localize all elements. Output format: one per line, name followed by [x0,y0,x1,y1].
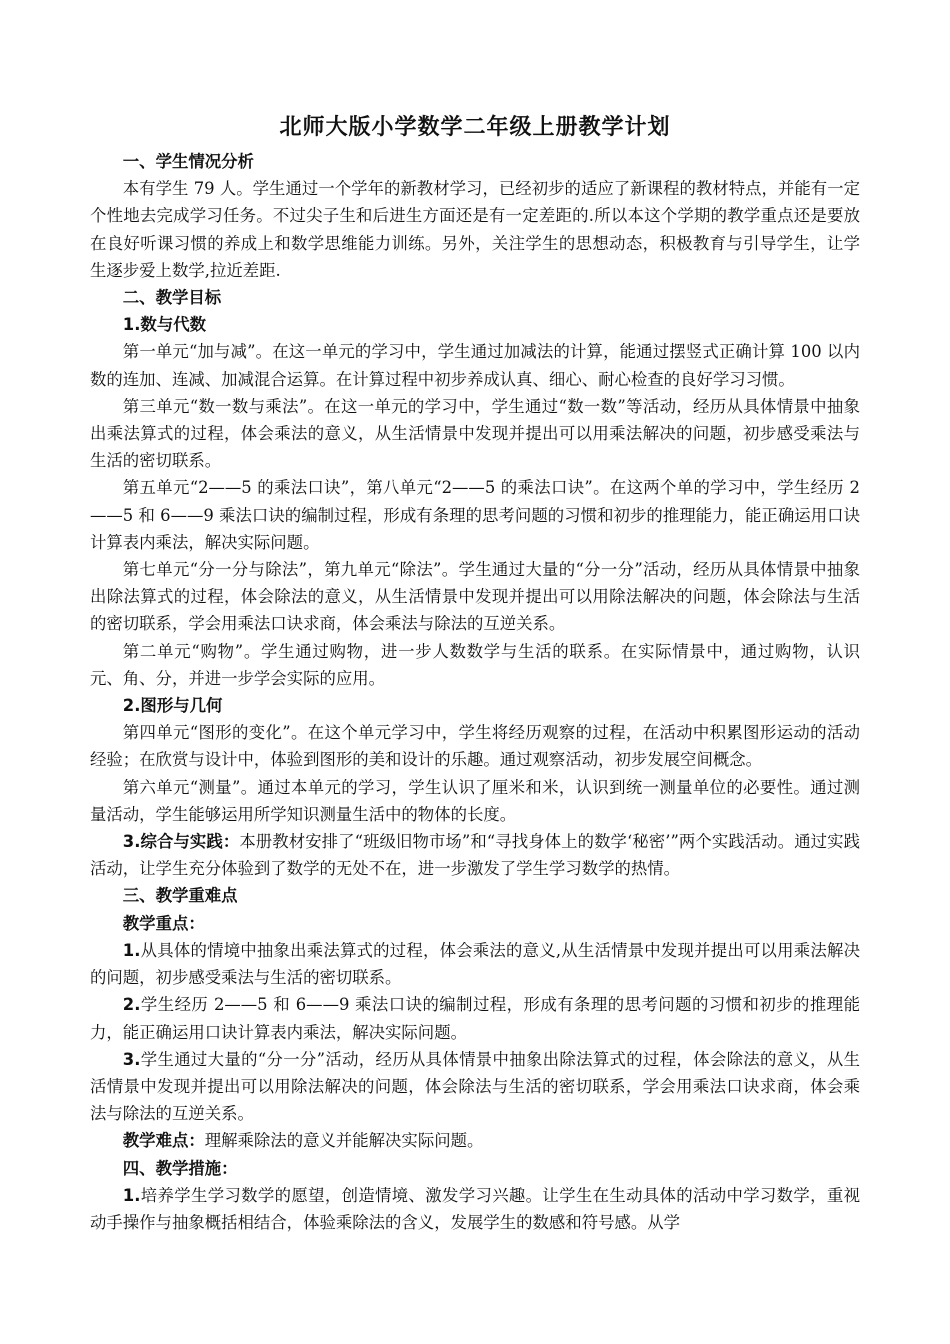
item-number: 1. [122,1185,141,1205]
measure-item [90,1182,860,1236]
paragraph-practice [90,828,860,882]
paragraph: 第四单元“图形的变化”。在这个单元学习中，学生将经历观察的过程，在活动中积累图形运动的活动经验；在欣赏与设计中，体验到图形的美和设计的乐趣。通过观察活动，初步发展空间概念。 [90,723,860,770]
difficulty-text: 理解乘除法的意义并能解决实际问题。 [204,1131,484,1151]
paragraph: 第三单元“数一数与乘法”。在这一单元的学习中，学生通过“数一数”等活动，经历从具体情景中抽象出乘法算式的过程，体会乘法的意义，从生活情景中发现并提出可以用乘法解决的问题，初步感受乘法与生活的密切联系。 [90,396,860,471]
key-point-item [90,991,860,1045]
section-heading-3: 三、教学重难点 [122,886,238,906]
difficulty-paragraph [90,1127,860,1154]
item-number: 2. [122,995,141,1015]
paragraph: 第五单元“2——5 的乘法口诀”，第八单元“2——5 的乘法口诀”。在这两个单的学习中，学生经历 2——5 和 6——9 乘法口诀的编制过程，形成有条理的思考问题的习惯和初步的推理能力，能正确运用口诀计算表内乘法，解决实际问题。 [90,478,860,552]
subheading-number-algebra: 1.数与代数 [122,315,206,335]
subheading-geometry: 2.图形与几何 [122,696,223,716]
item-text: 学生通过大量的“分一分”活动，经历从具体情景中抽象出除法算式的过程，体会除法的意义，从生活情景中发现并提出可以用除法解决的问题，体会除法与生活的密切联系，学会用乘法口诀求商，体会乘法与除法的互逆关系。 [90,1049,860,1124]
key-point-item [90,937,860,991]
item-text: 从具体的情境中抽象出乘法算式的过程，体会乘法的意义,从生活情景中发现并提出可以用乘法解决的问题，初步感受乘法与生活的密切联系。 [90,940,860,988]
section-heading-2: 二、教学目标 [122,288,222,308]
document-title: 北师大版小学数学二年级上册教学计划 [279,115,671,140]
item-number: 1. [122,940,141,960]
item-text: 学生经历 2——5 和 6——9 乘法口诀的编制过程，形成有条理的思考问题的习惯和初步的推理能力，能正确运用口诀计算表内乘法，解决实际问题。 [90,995,860,1042]
subheading-practice: 3.综合与实践： [122,832,240,852]
item-text: 培养学生学习数学的愿望，创造情境、激发学习兴趣。让学生在生动具体的活动中学习数学，重视动手操作与抽象概括相结合，体验乘除法的含义，发展学生的数感和符号感。从学 [90,1185,860,1232]
paragraph: 第七单元“分一分与除法”，第九单元“除法”。学生通过大量的“分一分”活动，经历从具体情景中抽象出除法算式的过程，体会除法的意义，从生活情景中发现并提出可以用除法解决的问题，体会除法与生活的密切联系，学会用乘法口诀求商，体会乘法与除法的互逆关系。 [90,560,860,634]
paragraph-text: 本册教材安排了“班级旧物市场”和“寻找身体上的数学‘秘密’”两个实践活动。通过实践活动，让学生充分体验到了数学的无处不在，进一步激发了学生学习数学的热情。 [90,832,860,879]
paragraph: 本有学生 79 人。学生通过一个学年的新教材学习，已经初步的适应了新课程的教材特点，并能有一定个性地去完成学习任务。不过尖子生和后进生方面还是有一定差距的.所以本这个学期的教学重点还是要放在良好听课习惯的养成上和数学思维能力训练。另外，关注学生的思想动态，积极教育与引导学生，让学生逐步爱上数学,拉近差距. [90,179,860,280]
paragraph: 第一单元“加与减”。在这一单元的学习中，学生通过加减法的计算，能通过摆竖式正确计算 100 以内数的连加、连减、加减混合运算。在计算过程中初步养成认真、细心、耐心检查的良好学习习惯。 [90,342,860,389]
paragraph: 第六单元“测量”。通过本单元的学习，学生认识了厘米和米，认识到统一测量单位的必要性。通过测量活动，学生能够运用所学知识测量生活中的物体的长度。 [90,777,860,824]
key-points-label: 教学重点： [122,913,205,933]
section-heading-4: 四、教学措施： [122,1158,238,1178]
item-number: 3. [122,1049,141,1069]
paragraph: 第二单元“购物”。学生通过购物，进一步人数数学与生活的联系。在实际情景中，通过购物，认识元、角、分，并进一步学会实际的应用。 [90,641,860,688]
difficulty-label: 教学难点： [122,1131,205,1151]
section-heading-1: 一、学生情况分析 [122,152,254,171]
key-point-item [90,1046,860,1128]
